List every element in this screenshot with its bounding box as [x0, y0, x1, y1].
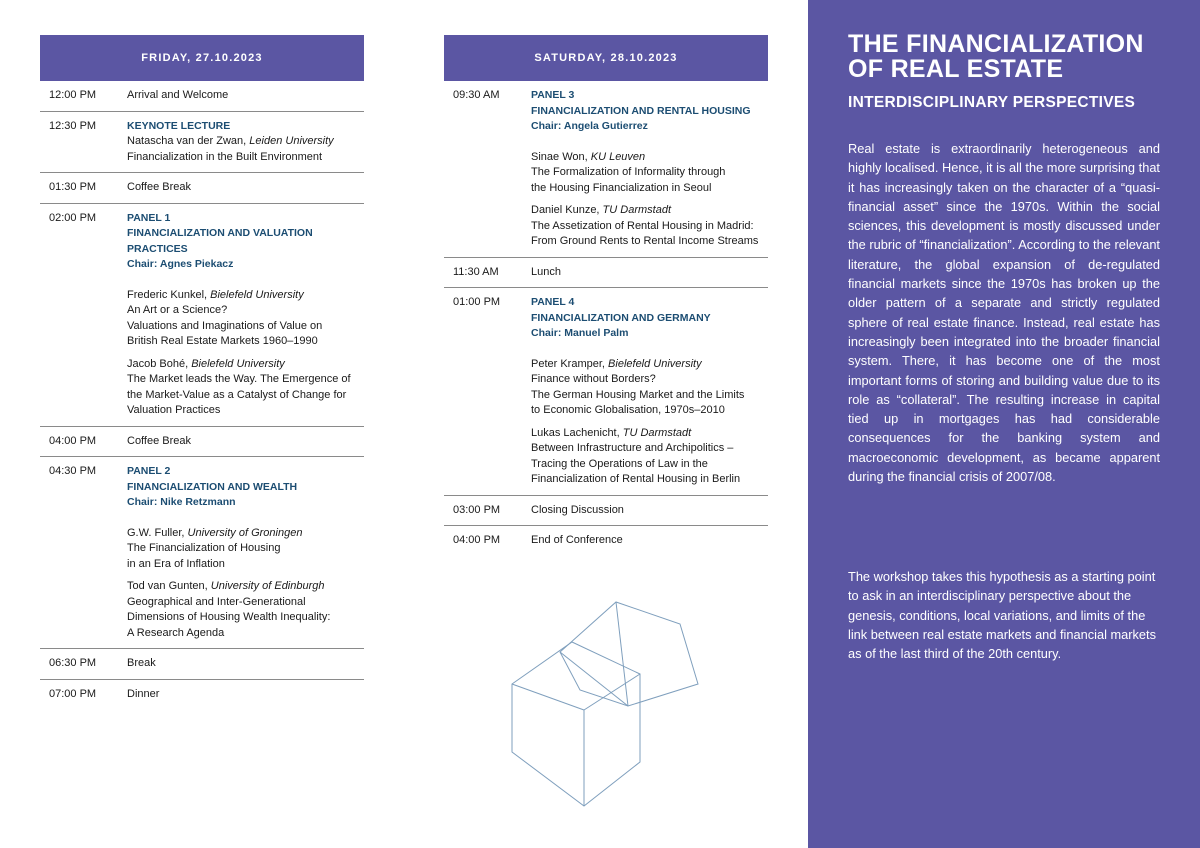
- speaker-affiliation: University of Groningen: [187, 526, 303, 539]
- title-line-2: OF REAL ESTATE: [848, 55, 1064, 83]
- row-text: Coffee Break: [127, 181, 192, 193]
- row-time: 01:30 PM: [49, 181, 97, 193]
- schedule-row: [40, 112, 364, 174]
- keynote-title: Financialization in the Built Environment: [127, 150, 323, 163]
- talk-line: in an Era of Inflation: [127, 557, 225, 570]
- panel-label: PANEL 2: [127, 465, 171, 477]
- back-cube-edge: [616, 602, 628, 706]
- speaker-name: Tod van Gunten,: [127, 580, 211, 592]
- speaker-name: Peter Kramper,: [531, 357, 609, 370]
- talk-line: Finance without Borders?: [531, 373, 656, 385]
- row-time: 04:00 PM: [453, 534, 501, 546]
- title-line-1: THE FINANCIALIZATION: [848, 30, 1144, 58]
- panel-title: FINANCIALIZATION AND GERMANY: [531, 311, 711, 324]
- panel-chair: Chair: Manuel Palm: [531, 327, 629, 339]
- row-time: 02:00 PM: [49, 211, 97, 224]
- intro-paragraph-1: Real estate is extraordinarily heterogeneous and highly localised. Hence, it is all the more surprising that it has increasingly taken on the character of a “quasi-financial asset” since the 1970s. Within the social sciences, this development is mostly discussed under the rubric of “financialization”. According to the relevant literature, the global expansion of de-regulated financial markets since the 1970s has broken up the older pattern of a separate and strictly regulated sphere of real estate finance. Instead, real estate has increasingly been integrated into the broader financial system. There, it has become one of the most important forms of storing and building value due to its role as “collateral”. The resulting increase in capital tied up in mortgages has had considerable consequences for the banking system and macroeconomic development, as became apparent during the financial crisis of 2007/08.: [848, 141, 1160, 485]
- talk: [531, 357, 768, 419]
- row-time: 12:00 PM: [49, 89, 97, 101]
- speaker-affiliation: Bielefeld University: [608, 357, 702, 370]
- talk: [127, 579, 364, 641]
- speaker-name: Sinae Won,: [531, 150, 591, 163]
- talk-line: Geographical and Inter-Generational: [127, 595, 306, 608]
- talk-line: Tracing the Operations of Law in the: [531, 457, 708, 470]
- talk-line: Valuation Practices: [127, 404, 221, 416]
- talk: [531, 426, 768, 488]
- keynote-speaker-line: [127, 134, 364, 150]
- talk-line: the Housing Financialization in Seoul: [531, 181, 712, 194]
- talk-line: Valuations and Imaginations of Value on: [127, 319, 323, 332]
- row-text: Break: [127, 657, 156, 669]
- row-time: 09:30 AM: [453, 89, 500, 101]
- talk: [127, 357, 364, 419]
- speaker-name: Jacob Bohé,: [127, 357, 192, 370]
- panel-title: FINANCIALIZATION AND WEALTH: [127, 480, 298, 493]
- talk-line: Financialization of Rental Housing in Berlin: [531, 473, 741, 485]
- speaker-name: Lukas Lachenicht,: [531, 426, 623, 439]
- talk-line: British Real Estate Markets 1960–1990: [127, 335, 318, 347]
- friday-header: FRIDAY, 27.10.2023: [40, 35, 364, 81]
- row-time: 01:00 PM: [453, 296, 501, 308]
- speaker-name: Frederic Kunkel,: [127, 288, 211, 301]
- talk-line: The Formalization of Informality through: [531, 166, 726, 178]
- schedule-row: [40, 649, 364, 680]
- row-time: 04:30 PM: [49, 465, 97, 477]
- schedule-row: [40, 427, 364, 458]
- talk: [531, 150, 768, 197]
- keynote-label: KEYNOTE LECTURE: [127, 119, 231, 132]
- saturday-schedule: [444, 35, 768, 556]
- front-cube-edge: [512, 684, 584, 710]
- row-time: 06:30 PM: [49, 657, 97, 669]
- page-title: [848, 32, 1168, 82]
- cubes-illustration: [500, 580, 720, 820]
- schedule-row: [444, 81, 768, 258]
- schedule-row: [40, 680, 364, 710]
- row-text: Dinner: [127, 687, 160, 700]
- panel-title: FINANCIALIZATION AND RENTAL HOUSING: [531, 104, 751, 117]
- talk-line: An Art or a Science?: [127, 304, 228, 316]
- row-text: Coffee Break: [127, 434, 192, 447]
- speaker-affiliation: Bielefeld University: [210, 288, 304, 301]
- back-cube: [560, 602, 698, 706]
- front-cube: [512, 642, 640, 806]
- speaker-affiliation: Leiden University: [249, 135, 334, 147]
- friday-schedule: [40, 35, 364, 709]
- row-text: End of Conference: [531, 534, 623, 546]
- talk: [531, 203, 768, 250]
- schedule-row: [444, 496, 768, 527]
- talk-line: the Market-Value as a Catalyst of Change for: [127, 388, 347, 401]
- talk-line: The Assetization of Rental Housing in Madrid:: [531, 219, 754, 232]
- speaker-name: Natascha van der Zwan,: [127, 135, 250, 147]
- row-text: Closing Discussion: [531, 503, 624, 516]
- panel-chair: Chair: Nike Retzmann: [127, 496, 236, 508]
- saturday-header: SATURDAY, 28.10.2023: [444, 35, 768, 81]
- intro-panel: [808, 0, 1200, 848]
- row-text: Arrival and Welcome: [127, 89, 229, 101]
- talk-line: Dimensions of Housing Wealth Inequality:: [127, 611, 331, 623]
- speaker-name: G.W. Fuller,: [127, 526, 188, 539]
- schedule-row: [40, 204, 364, 427]
- back-cube-edge: [560, 652, 628, 706]
- talk-line: The German Housing Market and the Limits: [531, 388, 745, 401]
- panel-label: PANEL 3: [531, 89, 575, 101]
- schedule-row: [40, 173, 364, 204]
- panel-label: PANEL 4: [531, 296, 575, 308]
- speaker-affiliation: TU Darmstadt: [602, 204, 672, 216]
- panel-chair: Chair: Angela Gutierrez: [531, 120, 648, 132]
- talk-line: A Research Agenda: [127, 626, 225, 639]
- row-time: 12:30 PM: [49, 119, 97, 132]
- schedule-row: [40, 81, 364, 112]
- talk-line: The Financialization of Housing: [127, 542, 281, 554]
- speaker-affiliation: Bielefeld University: [191, 357, 285, 370]
- talk: [127, 288, 364, 350]
- speaker-affiliation: TU Darmstadt: [622, 426, 692, 439]
- talk-line: Between Infrastructure and Archipolitics –: [531, 442, 734, 454]
- row-time: 03:00 PM: [453, 503, 501, 516]
- row-text: Lunch: [531, 265, 561, 278]
- talk-line: to Economic Globalisation, 1970s–2010: [531, 404, 725, 416]
- panel-chair: Chair: Agnes Piekacz: [127, 258, 234, 270]
- schedule-row: [444, 288, 768, 496]
- page-subtitle: INTERDISCIPLINARY PERSPECTIVES: [848, 94, 1136, 111]
- schedule-row: [40, 457, 364, 649]
- speaker-name: Daniel Kunze,: [531, 204, 603, 216]
- row-time: 07:00 PM: [49, 687, 97, 700]
- speaker-affiliation: University of Edinburgh: [210, 580, 325, 592]
- row-time: 11:30 AM: [453, 265, 499, 278]
- row-time: 04:00 PM: [49, 434, 97, 447]
- panel-title: FINANCIALIZATION AND VALUATION PRACTICES: [127, 227, 313, 255]
- panel-label: PANEL 1: [127, 211, 171, 224]
- speaker-affiliation: KU Leuven: [590, 150, 646, 163]
- schedule-row: [444, 526, 768, 556]
- talk: [127, 526, 364, 573]
- talk-line: From Ground Rents to Rental Income Streams: [531, 235, 759, 247]
- talk-line: The Market leads the Way. The Emergence of: [127, 373, 351, 385]
- schedule-row: [444, 258, 768, 289]
- intro-paragraph-2: The workshop takes this hypothesis as a starting point to ask in an interdisciplinary perspective about the genesis, conditions, local variations, and limits of the link between real estate markets and financial markets as of the last third of the 20th century.: [848, 569, 1156, 662]
